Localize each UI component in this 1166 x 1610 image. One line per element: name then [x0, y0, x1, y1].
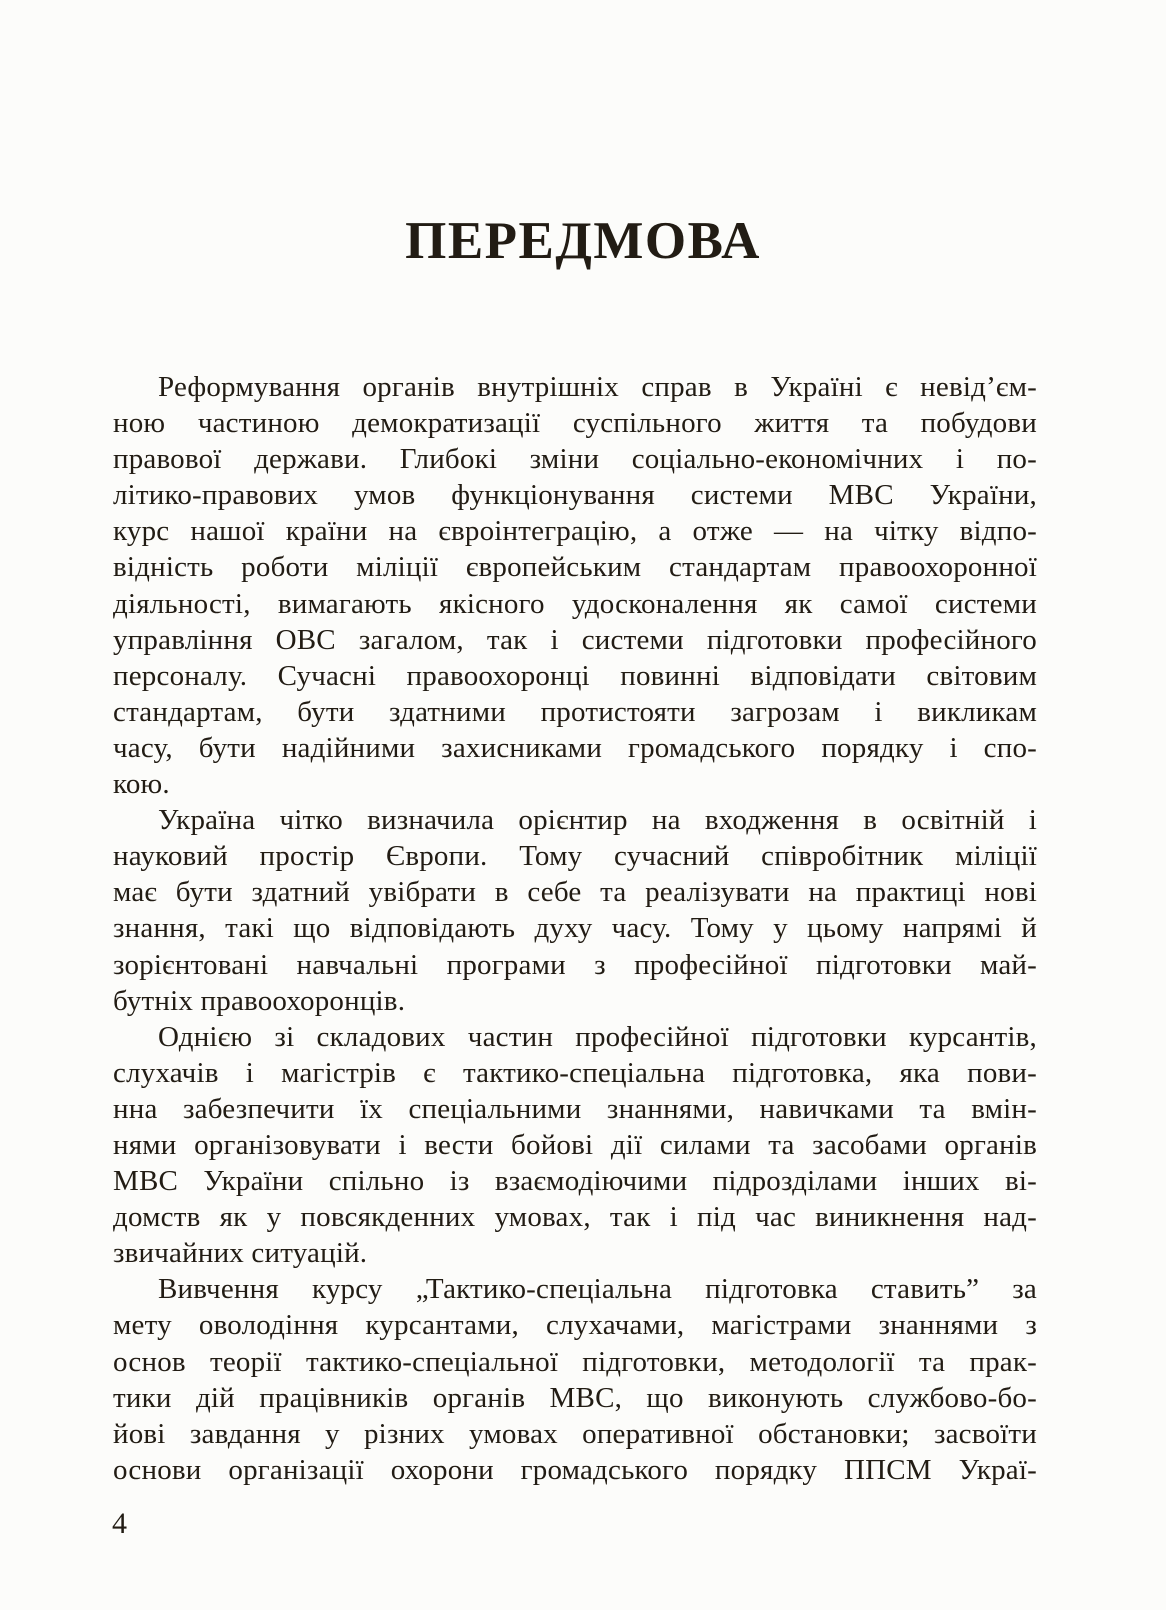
text-line: науковий простір Європи. Тому сучасний співробітник міліції [113, 840, 1037, 873]
text-line: діяльності, вимагають якісного удосконалення як самої системи [113, 587, 1037, 620]
text-line: Україна чітко визначила орієнтир на входження в освітній і [158, 804, 1037, 837]
text-line: звичайних ситуацій. [113, 1237, 368, 1270]
text-line: домств як у повсякденних умовах, так і під час виникнення над- [113, 1201, 1037, 1234]
paragraph [113, 802, 1037, 1019]
text-line: літико-правових умов функціонування системи МВС України, [113, 479, 1037, 512]
text-line: МВС України спільно із взаємодіючими підрозділами інших ві- [113, 1165, 1037, 1198]
body-text [113, 369, 1037, 1488]
paragraph [113, 1019, 1037, 1272]
text-line: Однією зі складових частин професійної підготовки курсантів, [158, 1020, 1037, 1053]
text-line: йові завдання у різних умовах оперативної обстановки; засвоїти [113, 1417, 1037, 1450]
text-line: правової держави. Глибокі зміни соціально-економічних і по- [113, 443, 1037, 476]
text-line: тики дій працівників органів МВС, що виконують службово-бо- [113, 1381, 1037, 1414]
text-line: основи організації охорони громадського порядку ППСМ Украї- [113, 1453, 1037, 1486]
text-line: Вивчення курсу „Тактико-спеціальна підготовка ставить” за [158, 1273, 1037, 1306]
text-line: відність роботи міліції європейським стандартам правоохоронної [113, 551, 1037, 584]
text-line: зорієнтовані навчальні програми з професійної підготовки май- [113, 948, 1037, 981]
page-number: 4 [112, 1507, 127, 1540]
text-line: стандартам, бути здатними протистояти загрозам і викликам [113, 695, 1037, 728]
text-line: ною частиною демократизації суспільного життя та побудови [113, 407, 1037, 440]
text-line: персоналу. Сучасні правоохоронці повинні відповідати світовим [113, 659, 1037, 692]
text-line: курс нашої країни на євроінтеграцію, а отже — на чітку відпо- [113, 515, 1037, 548]
text-line: слухачів і магістрів є тактико-спеціальна підготовка, яка пови- [113, 1056, 1037, 1089]
text-line: нями організовувати і вести бойові дії силами та засобами органів [113, 1128, 1037, 1161]
text-line: мету оволодіння курсантами, слухачами, магістрами знаннями з [113, 1309, 1037, 1342]
text-line: має бути здатний увібрати в себе та реалізувати на практиці нові [113, 876, 1037, 909]
text-line: знання, такі що відповідають духу часу. Тому у цьому напрямі й [113, 912, 1037, 945]
text-line: кою. [113, 768, 170, 801]
paragraph [113, 369, 1037, 802]
text-line: Реформування органів внутрішніх справ в Україні є невід’єм- [158, 371, 1037, 403]
paragraph [113, 1271, 1037, 1488]
text-line: часу, бути надійними захисниками громадського порядку і спо- [113, 731, 1037, 764]
text-line: управління ОВС загалом, так і системи підготовки професійного [113, 623, 1037, 656]
page-title: ПЕРЕДМОВА [405, 212, 761, 270]
text-line: бутніх правоохоронців. [113, 984, 406, 1017]
text-line: основ теорії тактико-спеціальної підготовки, методології та прак- [113, 1345, 1037, 1378]
text-line: нна забезпечити їх спеціальними знаннями, навичками та вмін- [113, 1092, 1037, 1125]
